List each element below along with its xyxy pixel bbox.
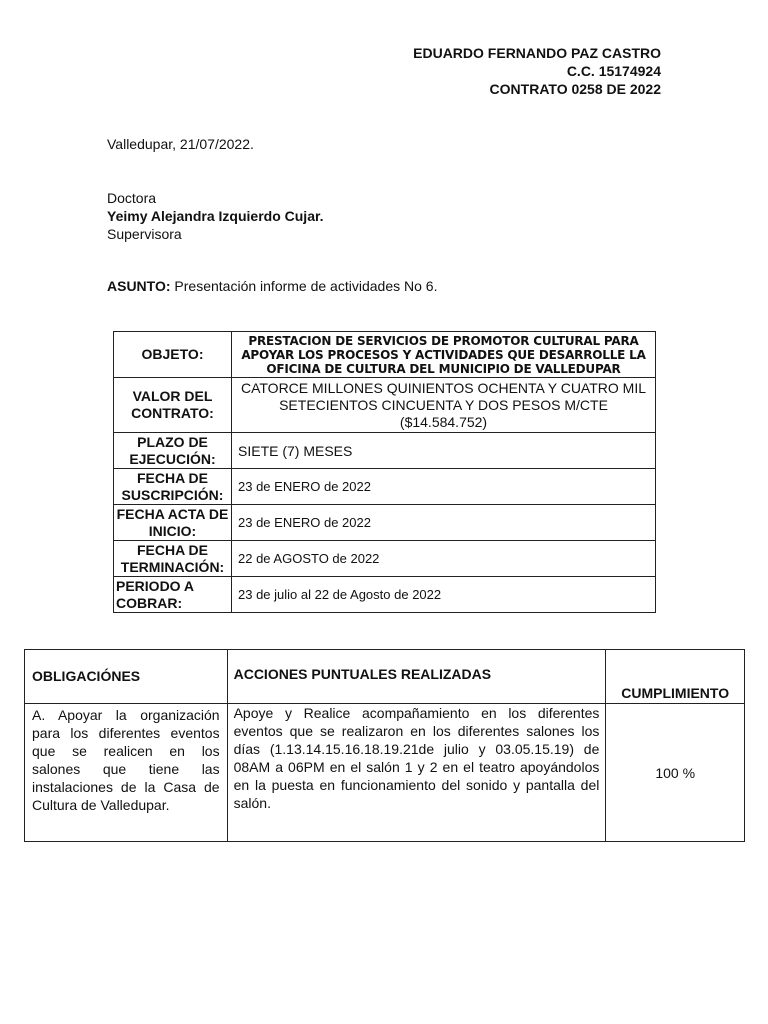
header-acciones: ACCIONES PUNTUALES REALIZADAS: [227, 650, 606, 704]
table-row: [114, 505, 656, 541]
valor-label: VALOR DEL CONTRATO:: [114, 378, 232, 433]
recipient-role: Supervisora: [107, 226, 182, 242]
action-cell: Apoye y Realice acompañamiento en los diferentes eventos que se realizaron en los diferentes salones los días (1.13.14.15.16.18.19.21de julio y 03.05.15.19) de 08AM a 06PM en el salón 1 y 2 en el teatro apoyándolos en la puesta en funcionamiento del sonido y pantalla del salón.: [227, 704, 606, 842]
table-row: [25, 704, 745, 842]
letter-date: Valledupar, 21/07/2022.: [107, 136, 254, 152]
header-obligaciones: OBLIGACIÓNES: [25, 650, 228, 704]
sender-header: [413, 44, 661, 98]
sender-id: C.C. 15174924: [566, 63, 661, 79]
table-row: [114, 378, 656, 433]
valor-value: CATORCE MILLONES QUINIENTOS OCHENTA Y CUATRO MIL SETECIENTOS CINCUENTA Y DOS PESOS M/CTE ($14.584.752): [232, 378, 656, 433]
table-row: [114, 433, 656, 469]
obligation-cell: A. Apoyar la organización para los diferentes eventos que se realicen en los salones que tiene las instalaciones de la Casa de Cultura de Valledupar.: [25, 704, 228, 842]
plazo-value: SIETE (7) MESES: [232, 433, 656, 469]
table-row: [114, 541, 656, 577]
table-header-row: [25, 650, 745, 704]
sender-contract: CONTRATO 0258 DE 2022: [489, 81, 661, 97]
periodo-value: 23 de julio al 22 de Agosto de 2022: [232, 577, 656, 613]
subject-label: ASUNTO:: [107, 278, 171, 294]
objeto-label: OBJETO:: [114, 332, 232, 378]
obligations-table: [24, 649, 745, 842]
terminacion-label: FECHA DE TERMINACIÓN:: [114, 541, 232, 577]
suscripcion-label: FECHA DE SUSCRIPCIÓN:: [114, 469, 232, 505]
recipient-block: [107, 189, 324, 243]
subject-line: [107, 278, 437, 294]
recipient-title: Doctora: [107, 190, 157, 206]
header-cumplimiento: CUMPLIMIENTO: [606, 650, 745, 704]
sender-name: EDUARDO FERNANDO PAZ CASTRO: [413, 45, 661, 61]
periodo-label: PERIODO A COBRAR:: [114, 577, 232, 613]
objeto-value: PRESTACION DE SERVICIOS DE PROMOTOR CULTURAL PARA APOYAR LOS PROCESOS Y ACTIVIDADES QUE DESARROLLE LA OFICINA DE CULTURA DEL MUNICIPIO DE VALLEDUPAR: [232, 332, 656, 378]
table-row: [114, 577, 656, 613]
acta-value: 23 de ENERO de 2022: [232, 505, 656, 541]
table-row: [114, 332, 656, 378]
acta-label: FECHA ACTA DE INICIO:: [114, 505, 232, 541]
recipient-name: Yeimy Alejandra Izquierdo Cujar.: [107, 208, 324, 224]
suscripcion-value: 23 de ENERO de 2022: [232, 469, 656, 505]
subject-text: Presentación informe de actividades No 6.: [170, 278, 438, 294]
compliance-cell: 100 %: [606, 704, 745, 842]
contract-details-table: [113, 331, 656, 613]
table-row: [114, 469, 656, 505]
plazo-label: PLAZO DE EJECUCIÓN:: [114, 433, 232, 469]
terminacion-value: 22 de AGOSTO de 2022: [232, 541, 656, 577]
